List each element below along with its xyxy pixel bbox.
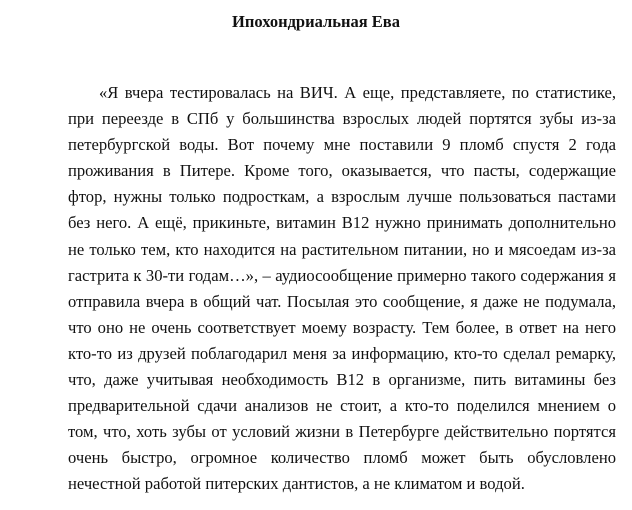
document-body [68, 80, 616, 498]
body-paragraph: «Я вчера тестировалась на ВИЧ. А еще, представляете, по статистике, при переезде в СПб у большинства взрослых людей портятся зубы из-за петербургской воды. Вот почему мне поставили 9 пломб спустя 2 года проживания в Питере. Кроме того, оказывается, что пасты, содержащие фтор, нужны только подросткам, а взрослым лучше пользоваться пастами без него. А ещё, прикиньте, витамин В12 нужно принимать дополнительно не только тем, кто находится на растительном питании, но и мясоедам из-за гастрита к 30-ти годам…», – аудиосообщение примерно такого содержания я отправила вчера в общий чат. Посылая это сообщение, я даже не подумала, что оно не очень соответствует моему возрасту. Тем более, в ответ на него кто-то из друзей поблагодарил меня за информацию, кто-то сделал ремарку, что, даже учитывая необходимость В12 в организме, пить витамины без предварительной сдачи анализов не стоит, а кто-то поделился мнением о том, что, хоть зубы от условий жизни в Петербурге действительно портятся очень быстро, огромное количество пломб может быть обусловлено нечестной работой питерских дантистов, а не климатом и водой. [68, 83, 616, 494]
document-title: Ипохондриальная Ева [232, 12, 400, 31]
